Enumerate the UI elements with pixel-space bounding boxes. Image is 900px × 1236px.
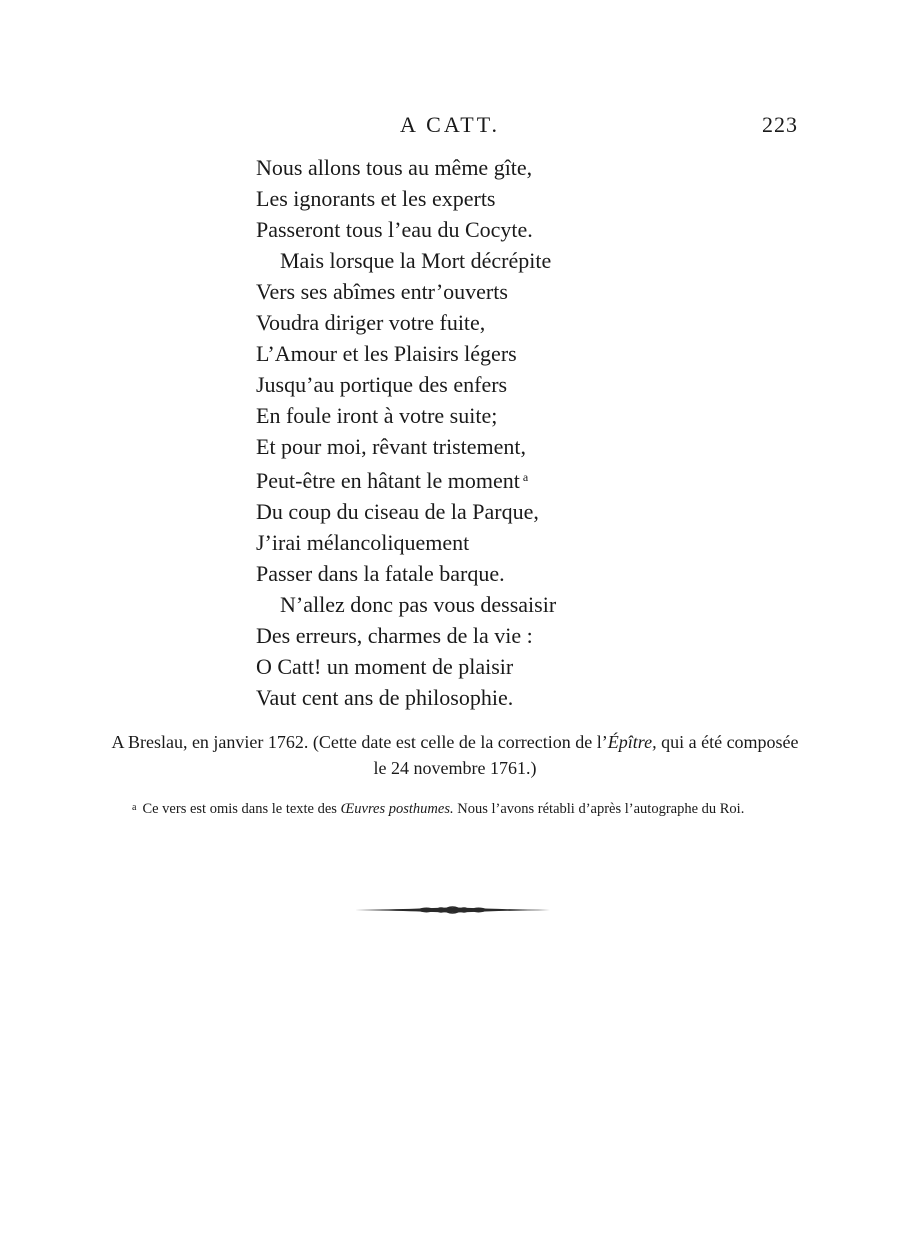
poem-line: Jusqu’au portique des enfers xyxy=(256,372,508,397)
tailpiece-ornament-icon xyxy=(355,902,550,918)
dateline-italic-title: Épître, xyxy=(607,732,657,752)
poem-line: J’irai mélancoliquement xyxy=(256,530,470,555)
poem-line-indented: Mais lorsque la Mort décrépite xyxy=(280,248,552,273)
poem-line-with-note xyxy=(256,462,676,496)
dateline-text-before: A Breslau, en janvier 1762. (Cette date est celle de la correction de l’ xyxy=(111,732,608,752)
poem-line: Nous allons tous au même gîte, xyxy=(256,155,533,180)
poem-line: En foule iront à votre suite; xyxy=(256,403,498,428)
footnote-text-before: Ce vers est omis dans le texte des xyxy=(142,801,341,817)
poem-line: Voudra diriger votre fuite, xyxy=(256,310,486,335)
page-number: 223 xyxy=(762,112,798,137)
poem-line: Les ignorants et les experts xyxy=(256,186,496,211)
running-head xyxy=(0,112,900,142)
poem-line: Vaut cent ans de philosophie. xyxy=(256,685,514,710)
poem-line: Vers ses abîmes entr’ouverts xyxy=(256,279,508,304)
poem-line: Du coup du ciseau de la Parque, xyxy=(256,499,539,524)
poem-line: Et pour moi, rêvant tristement, xyxy=(256,434,527,459)
poem-line: O Catt! un moment de plaisir xyxy=(256,654,514,679)
dateline xyxy=(110,729,800,781)
running-title: A CATT. xyxy=(399,112,501,137)
poem-line-indented: N’allez donc pas vous dessaisir xyxy=(280,592,557,617)
dateline-text-after: qui a été composée le 24 novembre 1761.) xyxy=(373,732,799,778)
poem-line: L’Amour et les Plaisirs légers xyxy=(256,341,517,366)
poem-line-text: Peut-être en hâtant le moment xyxy=(256,468,520,493)
poem-line: Passeront tous l’eau du Cocyte. xyxy=(256,217,533,242)
poem xyxy=(256,152,676,713)
footnote-text-after: Nous l’avons rétabli d’après l’autographe du Roi. xyxy=(453,801,745,817)
poem-line: Des erreurs, charmes de la vie : xyxy=(256,623,533,648)
footnote-marker: a xyxy=(132,802,137,813)
poem-line: Passer dans la fatale barque. xyxy=(256,561,505,586)
footnote xyxy=(110,796,800,821)
footnote-italic-title: Œuvres posthumes. xyxy=(340,801,454,817)
footnote-reference: a xyxy=(522,470,529,484)
